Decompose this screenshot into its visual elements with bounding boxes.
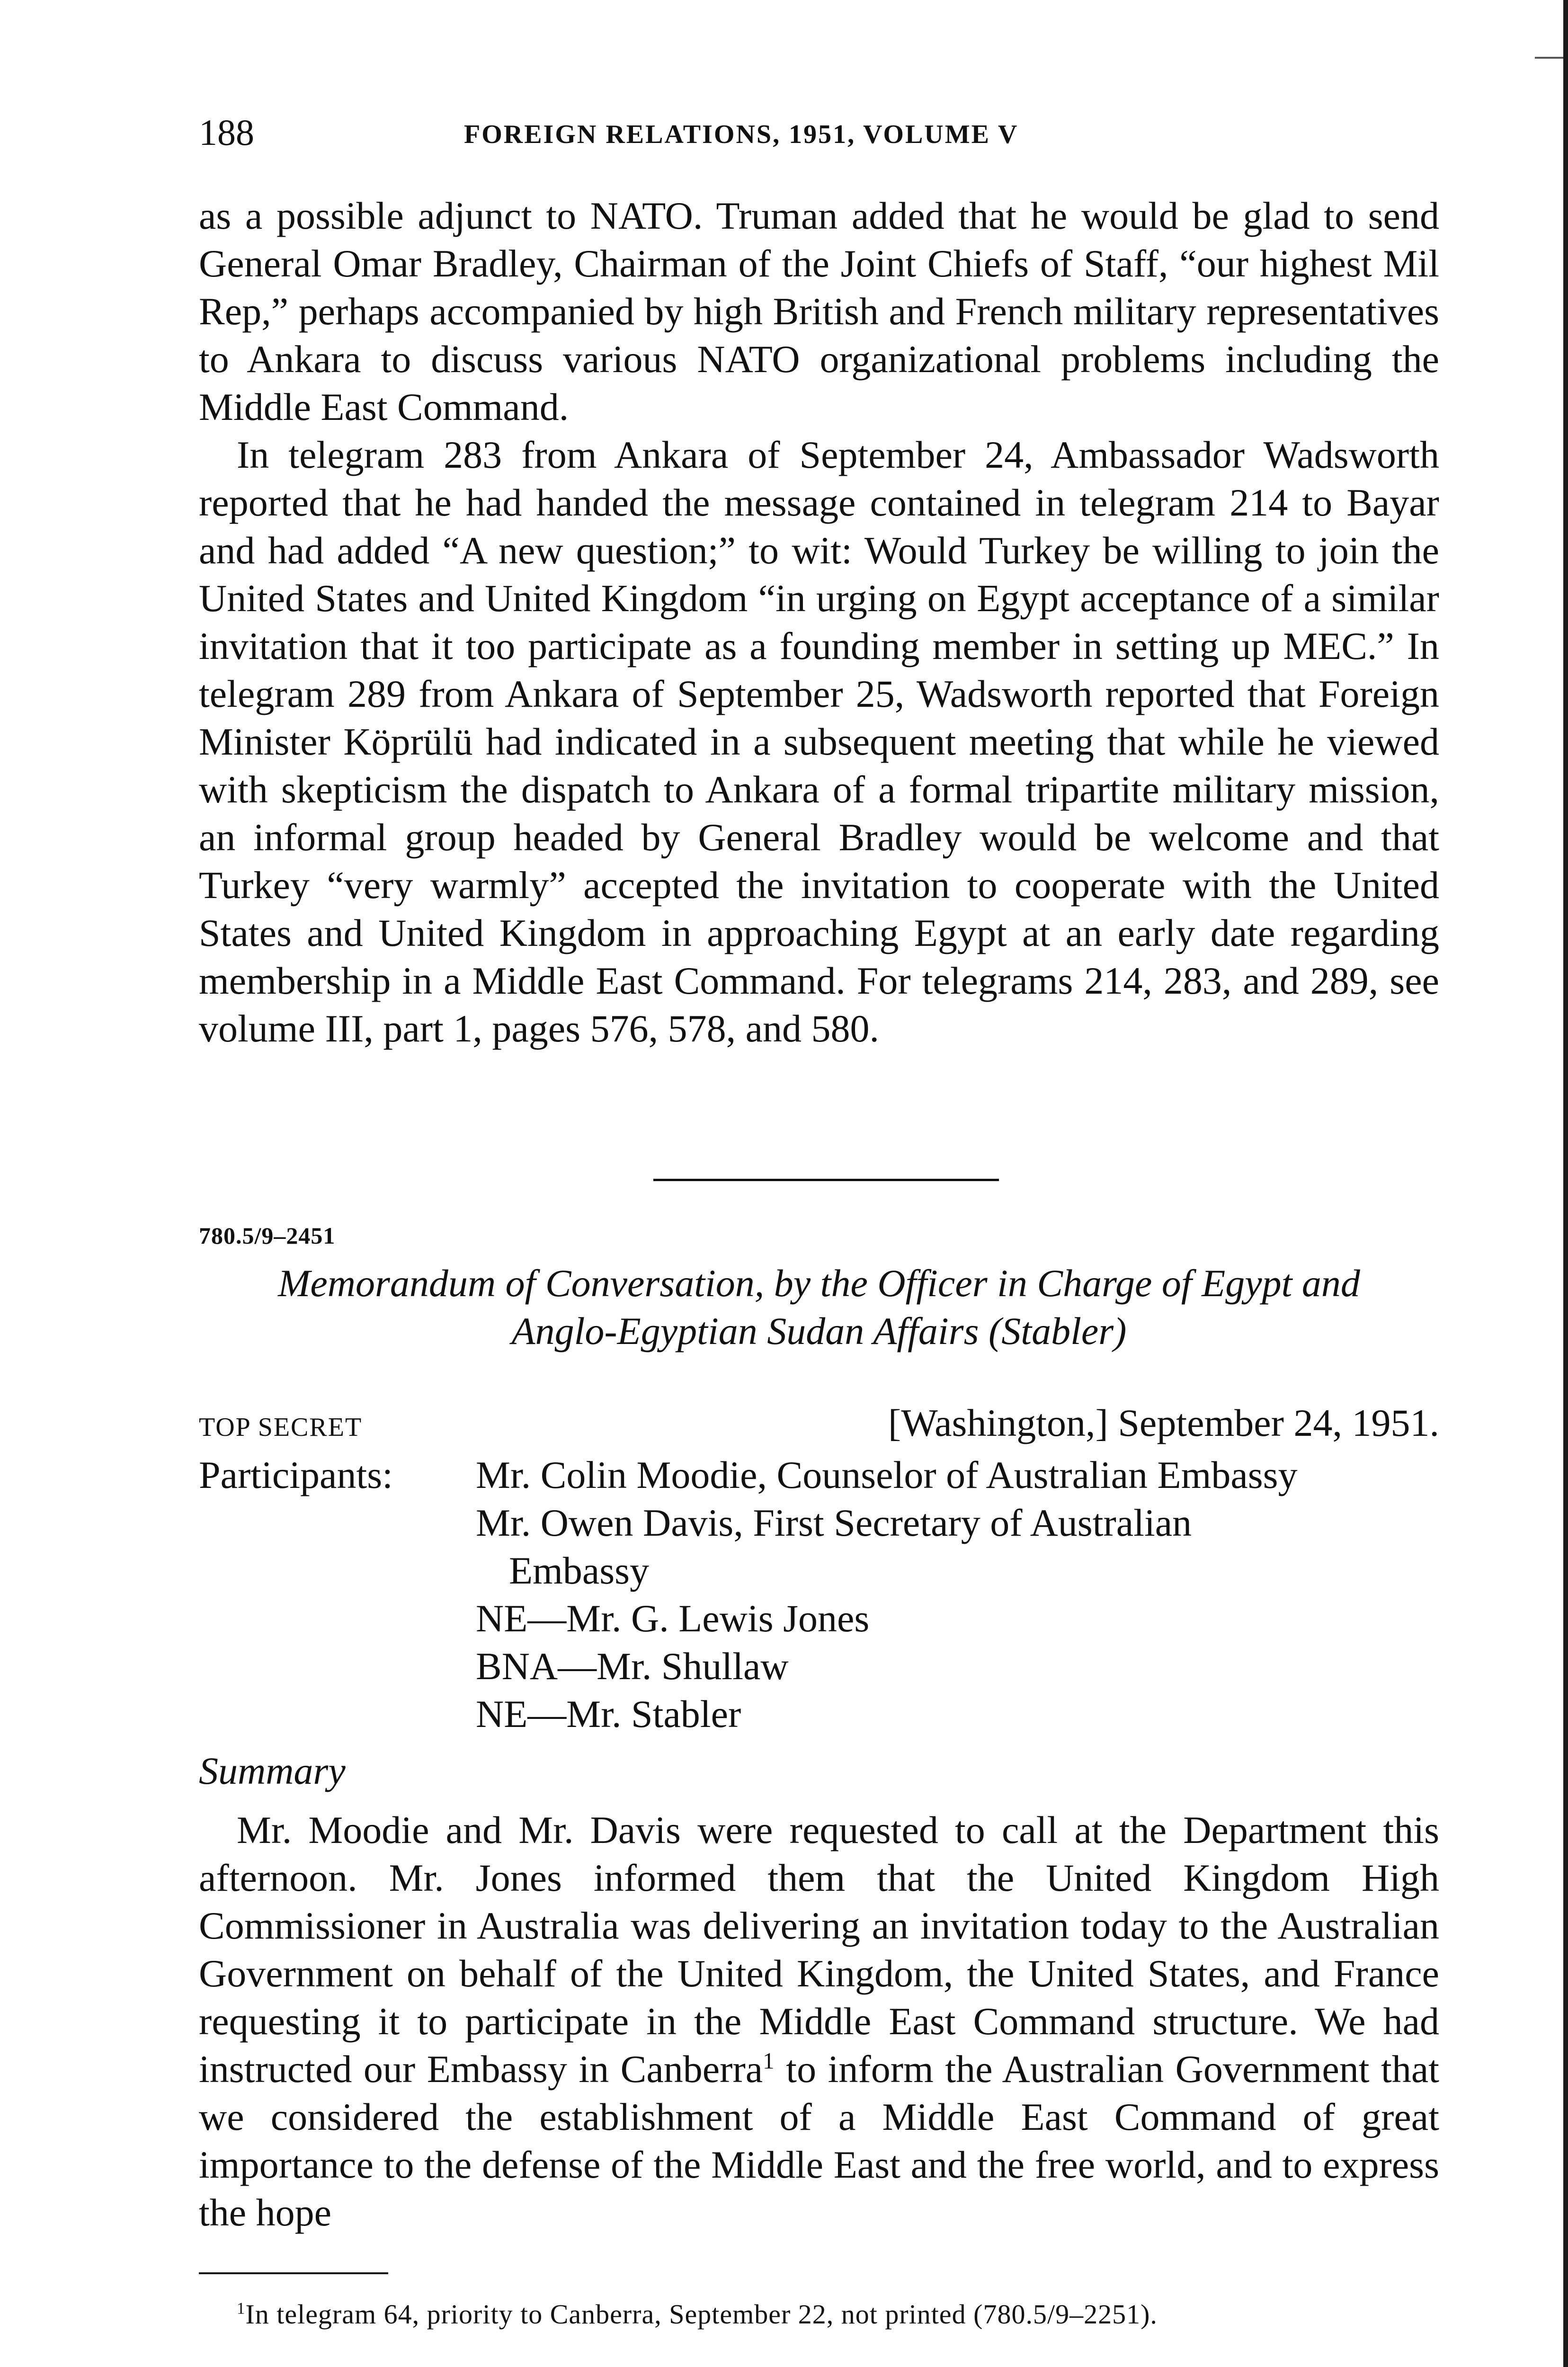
footnote-reference[interactable]: 1 <box>763 2047 775 2074</box>
footnote-divider <box>199 2272 388 2274</box>
document-title-line-1: Memorandum of Conversation, by the Officer in Charge of Egypt and <box>278 1262 1360 1305</box>
participant-item: NE—Mr. G. Lewis Jones <box>476 1597 870 1640</box>
participant-item: BNA—Mr. Shullaw <box>476 1645 789 1688</box>
summary-text-part-2: to inform the Australian Government that we considered the establishment of a Middle East Command of great importance to the defense of the Middle East and the free world, and to express the hope <box>199 2047 1439 2234</box>
classification-label: TOP SECRET <box>199 1413 363 1442</box>
file-number: 780.5/9–2451 <box>199 1222 336 1249</box>
participants-label: Participants: <box>199 1453 393 1496</box>
summary-heading: Summary <box>199 1749 346 1792</box>
document-title-line-2: Anglo-Egyptian Sudan Affairs (Stabler) <box>511 1309 1127 1353</box>
participant-item: Mr. Colin Moodie, Counselor of Australian Embassy <box>476 1453 1298 1496</box>
page-header <box>199 109 1439 161</box>
page-edge-mark <box>1535 57 1563 59</box>
footnote-marker: 1 <box>237 2299 246 2318</box>
page-number: 188 <box>199 112 254 153</box>
participant-item: Mr. Owen Davis, First Secretary of Australian <box>476 1501 1192 1544</box>
telegram-paragraph: In telegram 283 from Ankara of September 24, Ambassador Wadsworth reported that he had handed the message contained in telegram 214 to Bayar and had added “A new question;” to wit: Would Turkey be willing to join the United States and United Kingdom “in urging on Egypt acceptance of a similar invitation that it too participate as a founding member in setting up MEC.” In telegram 289 from Ankara of September 25, Wadsworth reported that Foreign Minister Köprülü had indicated in a subsequent meeting that while he viewed with skepticism the dispatch to Ankara of a formal tripartite military mission, an informal group headed by General Bradley would be welcome and that Turkey “very warmly” accepted the invitation to cooperate with the United States and United Kingdom in approaching Egypt at an early date regarding membership in a Middle East Command. For telegrams 214, 283, and 289, see volume III, part 1, pages 576, 578, and 580. <box>199 433 1439 1050</box>
participant-item: NE—Mr. Stabler <box>476 1692 741 1735</box>
summary-text-part-1: Mr. Moodie and Mr. Davis were requested to call at the Department this afternoon. Mr. Jones informed them that the United Kingdom High Commissioner in Australia was delivering an invitation today to the Australian Government on behalf of the United Kingdom, the United States, and France requesting it to participate in the Middle East Command structure. We had instructed our Embassy in Canberra <box>199 1808 1439 2091</box>
section-divider <box>653 1179 999 1181</box>
footnote-text: In telegram 64, priority to Canberra, September 22, not printed (780.5/9–2251). <box>245 2299 1158 2330</box>
participants-list <box>476 1451 1439 1738</box>
continuation-section <box>199 192 1439 1052</box>
dateline: [Washington,] September 24, 1951. <box>888 1401 1439 1444</box>
footnote <box>199 2296 1439 2333</box>
running-head: FOREIGN RELATIONS, 1951, VOLUME V <box>464 120 1019 149</box>
summary-paragraph <box>199 1806 1439 2236</box>
participant-item-continuation: Embassy <box>509 1549 650 1592</box>
document-title <box>199 1259 1439 1355</box>
summary-section <box>199 1806 1439 2236</box>
continuation-paragraph: as a possible adjunct to NATO. Truman added that he would be glad to send General Omar Bradley, Chairman of the Joint Chiefs of Staff, “our highest Mil Rep,” perhaps accompanied by high British and French military representatives to Ankara to discuss various NATO organizational problems including the Middle East Command. <box>199 194 1439 428</box>
page-edge <box>1563 0 1568 2367</box>
